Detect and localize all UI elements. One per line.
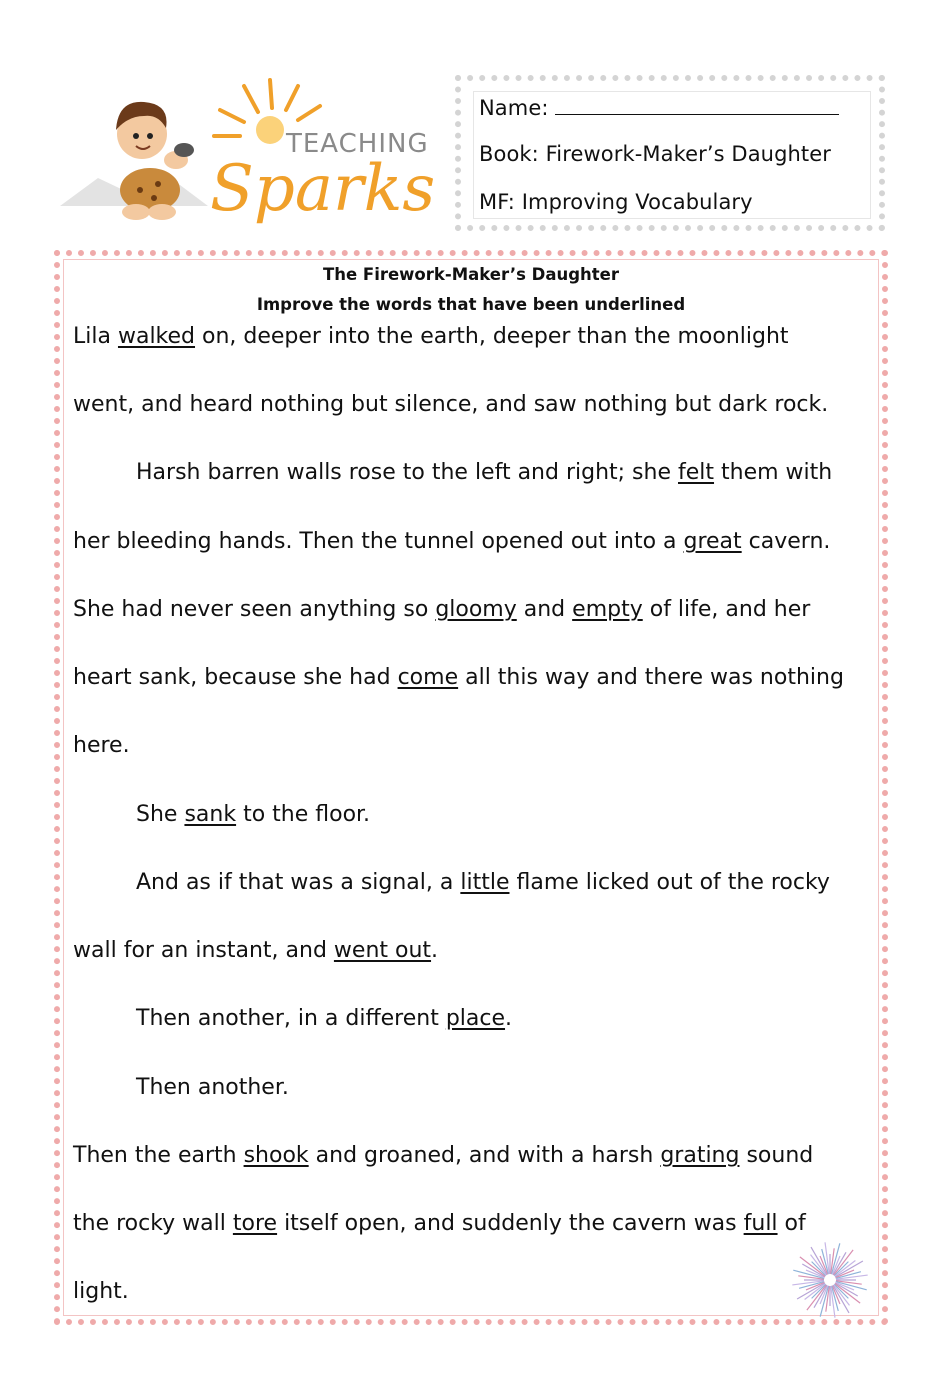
passage-line: heart sank, because she had come all this way and there was nothing [73,665,844,690]
book-label: Book: Firework-Maker’s Daughter [479,142,832,166]
underlined-word: went out [333,938,432,963]
passage-line: Lila walked on, deeper into the earth, deeper than the moonlight [73,324,789,349]
worksheet-instruction: Improve the words that have been underlined [256,295,686,314]
underlined-word: come [397,665,459,690]
passage-line: Harsh barren walls rose to the left and right; she felt them with [136,460,833,485]
passage-line: the rocky wall tore itself open, and suddenly the cavern was full of [73,1211,806,1236]
passage-line: her bleeding hands. Then the tunnel opened out into a great cavern. [73,529,831,554]
name-label: Name: [479,96,549,120]
passage-line: Then another. [136,1075,289,1100]
teaching-sparks-logo [58,78,440,228]
name-row[interactable] [479,94,839,120]
passage-line: here. [73,733,130,758]
caveman-icon [58,78,440,228]
underlined-word: gloomy [435,597,517,622]
student-info-box [455,75,885,231]
passage-line: wall for an instant, and went out. [73,938,439,963]
underlined-word: full [743,1211,778,1236]
firework-icon [788,1238,872,1322]
logo-text-bottom: Sparks [210,152,436,226]
passage-line: Then another, in a different place. [136,1006,513,1031]
underlined-word: great [683,529,742,554]
name-blank-line[interactable] [555,94,839,115]
underlined-word: place [445,1006,506,1031]
underlined-word: shook [243,1143,309,1168]
underlined-word: sank [184,802,237,827]
underlined-word: grating [660,1143,740,1168]
passage-line: She sank to the floor. [136,802,371,827]
worksheet-title: The Firework-Maker’s Daughter [322,265,620,284]
underlined-word: empty [572,597,643,622]
passage-line: Then the earth shook and groaned, and with a harsh grating sound [73,1143,814,1168]
passage-line: went, and heard nothing but silence, and saw nothing but dark rock. [73,392,829,417]
passage-line: light. [73,1279,129,1304]
passage-line: And as if that was a signal, a little flame licked out of the rocky [136,870,830,895]
passage-line: She had never seen anything so gloomy and empty of life, and her [73,597,811,622]
underlined-word: tore [232,1211,278,1236]
mf-label: MF: Improving Vocabulary [479,190,753,214]
underlined-word: walked [117,324,196,349]
logo-text-top: TEACHING [286,129,429,159]
underlined-word: felt [678,460,715,485]
underlined-word: little [460,870,510,895]
